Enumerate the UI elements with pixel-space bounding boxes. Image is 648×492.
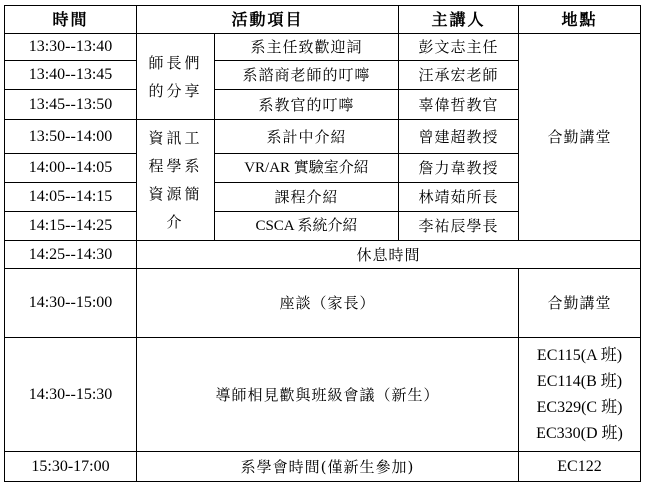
speaker-cell: 林靖茹所長 <box>399 183 519 212</box>
header-activity: 活動項目 <box>137 6 399 34</box>
group-welcome: 師長們的分享 <box>137 34 215 120</box>
association-time: 15:30-17:00 <box>5 452 137 482</box>
activity-cell: 系教官的叮嚀 <box>215 90 399 120</box>
time-cell: 14:05--14:15 <box>5 183 137 212</box>
time-cell: 13:40--13:45 <box>5 61 137 90</box>
break-label: 休息時間 <box>137 241 641 269</box>
forum-label: 座談（家長） <box>137 269 519 338</box>
class-meeting-row <box>5 338 641 452</box>
association-label: 系學會時間(僅新生參加) <box>137 452 519 482</box>
association-location: EC122 <box>519 452 641 482</box>
header-location: 地點 <box>519 6 641 34</box>
header-row <box>5 6 641 34</box>
activity-cell: 系主任致歡迎詞 <box>215 34 399 61</box>
activity-cell: VR/AR 實驗室介紹 <box>215 154 399 183</box>
break-row <box>5 241 641 269</box>
schedule-table <box>4 5 641 482</box>
class-meeting-time: 14:30--15:30 <box>5 338 137 452</box>
location-main: 合勤講堂 <box>519 34 641 241</box>
activity-cell: 系諮商老師的叮嚀 <box>215 61 399 90</box>
class-meeting-locations <box>519 338 641 452</box>
classroom-location: EC115(A 班) <box>536 346 623 364</box>
speaker-cell: 李祐辰學長 <box>399 212 519 241</box>
speaker-cell: 辜偉哲教官 <box>399 90 519 120</box>
classroom-location: EC330(D 班) <box>536 424 623 442</box>
activity-cell: CSCA 系統介紹 <box>215 212 399 241</box>
speaker-cell: 曾建超教授 <box>399 120 519 154</box>
forum-location: 合勤講堂 <box>519 269 641 338</box>
time-cell: 14:00--14:05 <box>5 154 137 183</box>
classroom-location: EC114(B 班) <box>536 372 623 390</box>
association-row <box>5 452 641 482</box>
time-cell: 14:15--14:25 <box>5 212 137 241</box>
break-time: 14:25--14:30 <box>5 241 137 269</box>
speaker-cell: 汪承宏老師 <box>399 61 519 90</box>
forum-row <box>5 269 641 338</box>
speaker-cell: 彭文志主任 <box>399 34 519 61</box>
activity-cell: 課程介紹 <box>215 183 399 212</box>
table-row <box>5 34 641 61</box>
group-resources: 資訊工程學系資源簡介 <box>137 120 215 241</box>
speaker-cell: 詹力韋教授 <box>399 154 519 183</box>
classroom-location: EC329(C 班) <box>536 398 623 416</box>
activity-cell: 系計中介紹 <box>215 120 399 154</box>
header-speaker: 主講人 <box>399 6 519 34</box>
header-time: 時間 <box>5 6 137 34</box>
time-cell: 13:45--13:50 <box>5 90 137 120</box>
forum-time: 14:30--15:00 <box>5 269 137 338</box>
time-cell: 13:30--13:40 <box>5 34 137 61</box>
time-cell: 13:50--14:00 <box>5 120 137 154</box>
class-meeting-label: 導師相見歡與班級會議（新生） <box>137 338 519 452</box>
